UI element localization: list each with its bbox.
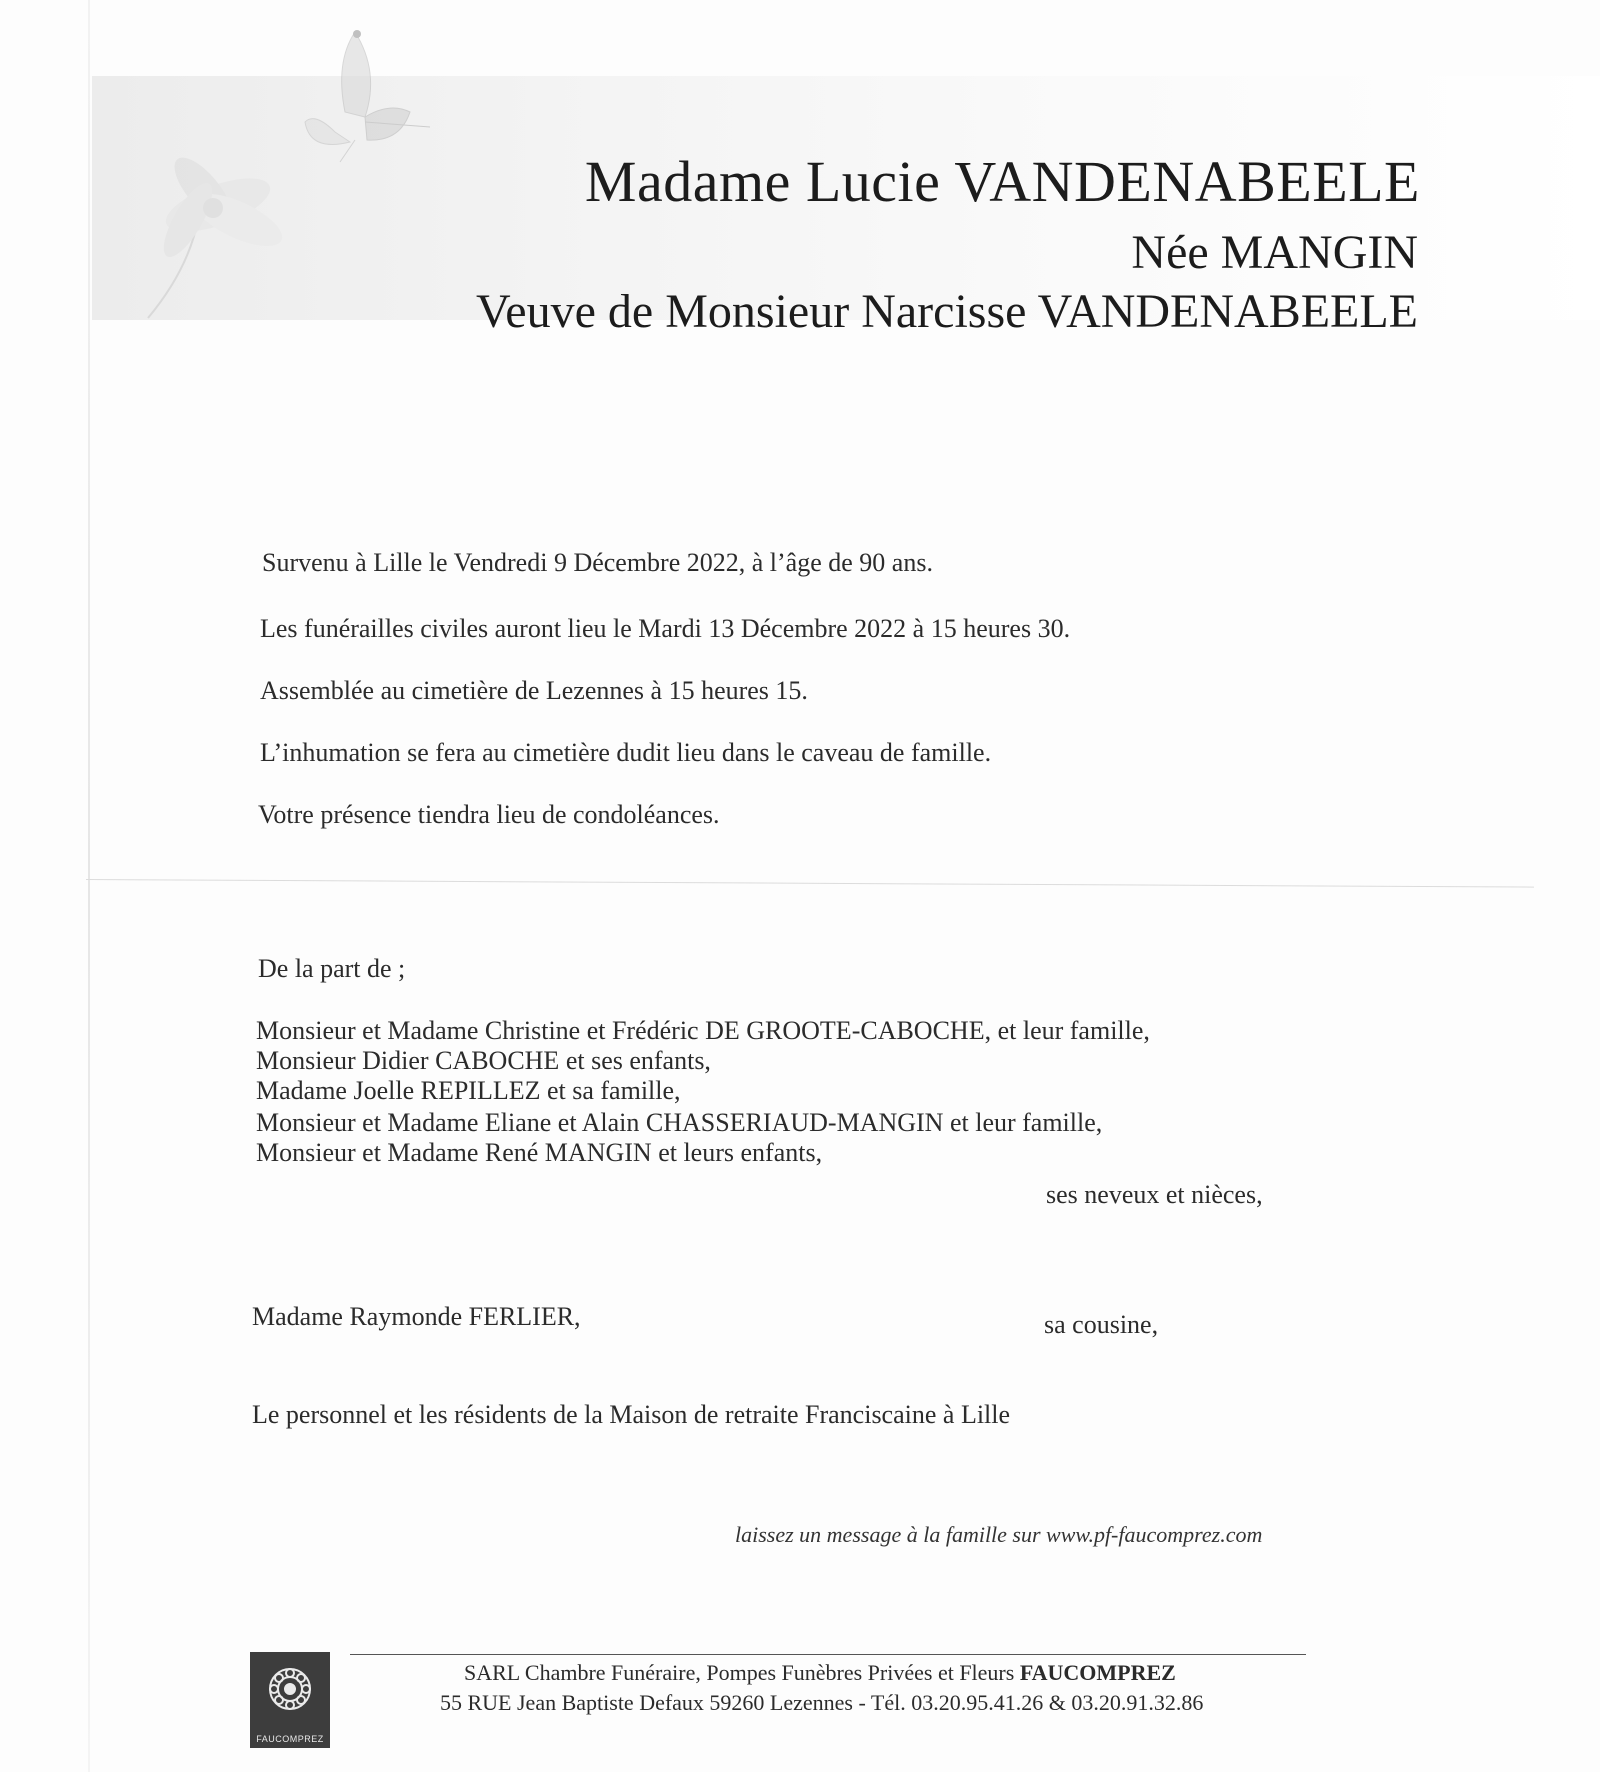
logo-text: FAUCOMPREZ xyxy=(256,1734,324,1744)
butterfly-icon xyxy=(295,22,445,172)
announcement-death: Survenu à Lille le Vendredi 9 Décembre 2022, à l’âge de 90 ans. xyxy=(262,548,933,577)
relation-cousin: sa cousine, xyxy=(1044,1310,1159,1339)
company-address: 55 RUE Jean Baptiste Defaux 59260 Lezennes - Tél. 03.20.95.41.26 & 03.20.91.32.86 xyxy=(440,1690,1204,1715)
family-member: Madame Joelle REPILLEZ et sa famille, xyxy=(256,1076,681,1105)
family-member: Monsieur et Madame Christine et Frédéric DE GROOTE-CABOCHE, et leur famille, xyxy=(256,1016,1150,1045)
announcement-condolences: Votre présence tiendra lieu de condoléances. xyxy=(258,800,720,829)
announcement-assembly: Assemblée au cimetière de Lezennes à 15 heures 15. xyxy=(260,676,808,705)
cousin-name: Madame Raymonde FERLIER, xyxy=(252,1302,581,1331)
birth-name: Née MANGIN xyxy=(1131,226,1418,279)
rosette-icon xyxy=(265,1664,315,1714)
flower-icon xyxy=(128,150,348,320)
scan-edge xyxy=(88,0,90,1772)
family-member: Monsieur et Madame Eliane et Alain CHASSERIAUD-MANGIN et leur famille, xyxy=(256,1108,1103,1137)
family-member: Monsieur Didier CABOCHE et ses enfants, xyxy=(256,1046,711,1075)
footer-divider xyxy=(350,1654,1306,1655)
family-member: Monsieur et Madame René MANGIN et leurs enfants, xyxy=(256,1138,823,1167)
staff-residents: Le personnel et les résidents de la Maison de retraite Franciscaine à Lille xyxy=(252,1400,1011,1429)
widow-of: Veuve de Monsieur Narcisse VANDENABEELE xyxy=(475,285,1418,338)
announcement-funeral: Les funérailles civiles auront lieu le Mardi 13 Décembre 2022 à 15 heures 30. xyxy=(260,614,1071,643)
company-name: FAUCOMPREZ xyxy=(1019,1660,1176,1685)
condolence-message-link[interactable]: laissez un message à la famille sur www.pf-faucomprez.com xyxy=(735,1522,1263,1547)
relation-nephews-nieces: ses neveux et nièces, xyxy=(1046,1180,1263,1209)
fold-line xyxy=(86,879,1534,888)
company-prefix: SARL Chambre Funéraire, Pompes Funèbres Privées et Fleurs xyxy=(464,1660,1015,1685)
announcement-burial: L’inhumation se fera au cimetière dudit lieu dans le caveau de famille. xyxy=(260,738,992,767)
deceased-name: Madame Lucie VANDENABEELE xyxy=(584,149,1420,214)
company-line xyxy=(464,1660,1176,1686)
funeral-home-logo xyxy=(250,1652,330,1748)
family-intro: De la part de ; xyxy=(258,954,406,983)
